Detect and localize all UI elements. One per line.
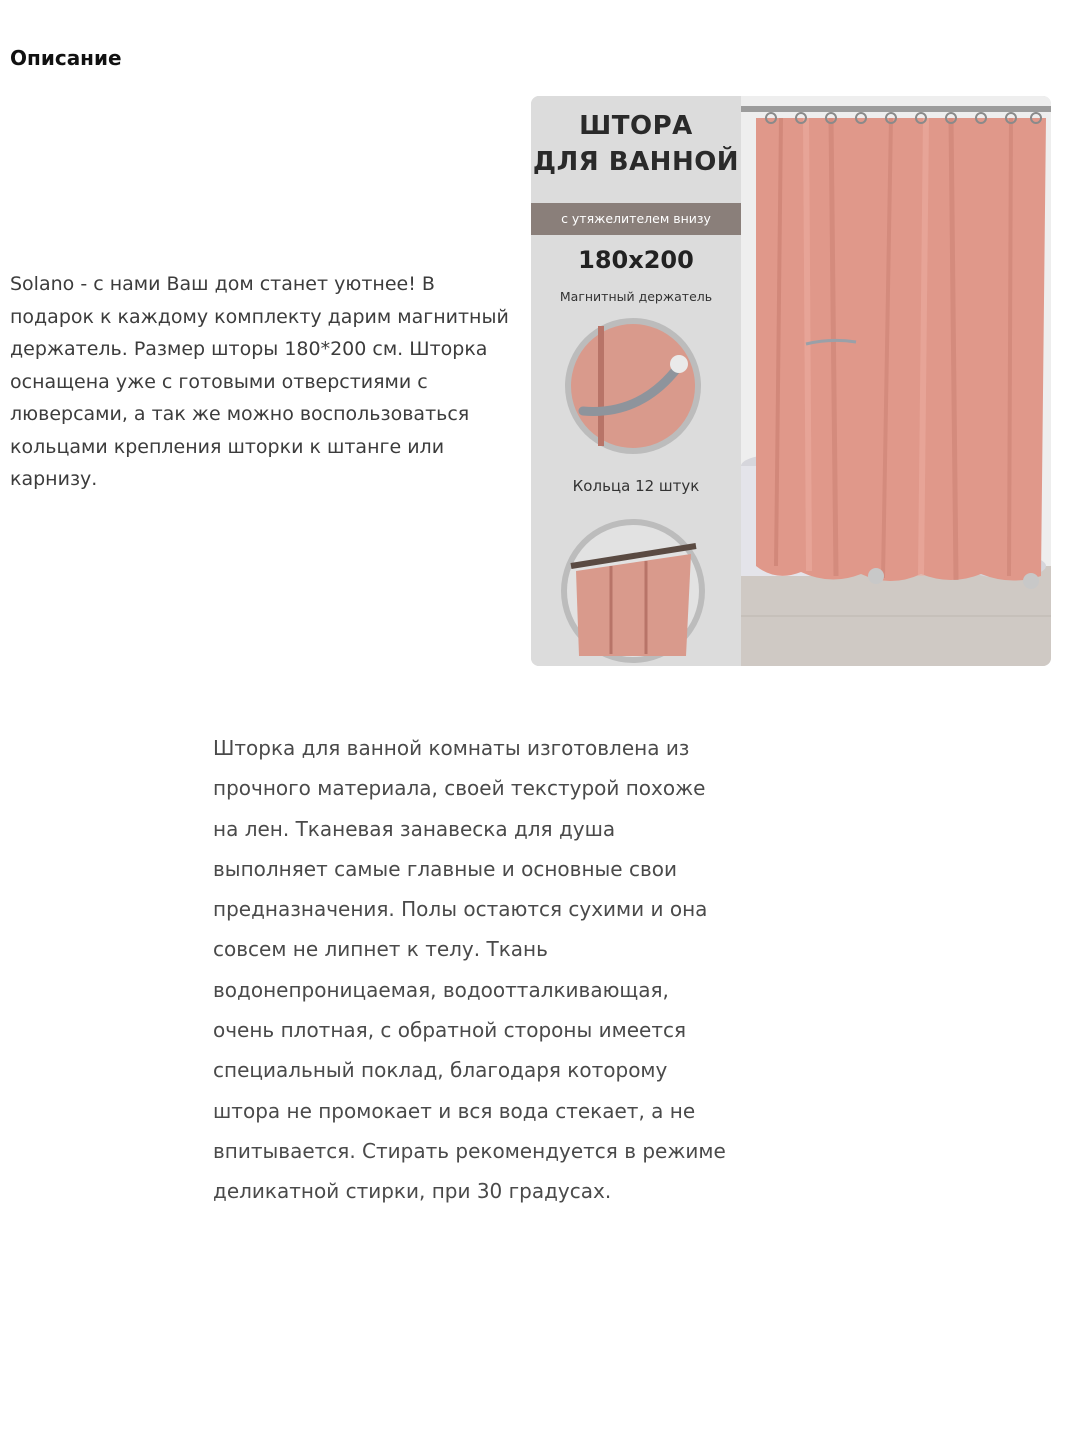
details-line: предназначения. Полы остаются сухими и она bbox=[213, 897, 708, 922]
details-description bbox=[213, 728, 738, 1212]
description-heading: Описание bbox=[10, 46, 122, 70]
details-line: совсем не липнет к телу. Ткань bbox=[213, 937, 548, 962]
details-line: впитывается. Стирать рекомендуется в режиме bbox=[213, 1138, 726, 1163]
intro-description: Solano - с нами Ваш дом станет уютнее! В подарок к каждому комплекту дарим магнитный держатель. Размер шторы 180*200 см. Шторка оснащена уже с готовыми отверстиями с люверсами, а так же можно воспользоваться кольцами крепления шторки к штанге или карнизу. bbox=[10, 273, 509, 490]
details-line: специальный поклад, благодаря которому bbox=[213, 1058, 668, 1083]
details-line: выполняет самые главные и основные свои bbox=[213, 856, 677, 881]
details-line: водонепроницаемая, водоотталкивающая, bbox=[213, 977, 669, 1002]
product-image-title: ШТОРА ДЛЯ ВАННОЙ bbox=[532, 111, 740, 177]
details-line: Шторка для ванной комнаты изготовлена из bbox=[213, 736, 690, 760]
details-line: штора не промокает и вся вода стекает, а не bbox=[213, 1098, 696, 1123]
details-line: прочного материала, своей текстурой похоже bbox=[213, 776, 706, 801]
details-line: на лен. Тканевая занавеска для душа bbox=[213, 816, 616, 841]
product-image-band: с утяжелителем внизу bbox=[531, 203, 741, 235]
curtain-photo bbox=[531, 96, 1051, 666]
product-image-rings-label: Кольца 12 штук bbox=[572, 477, 700, 495]
product-image-magnet-label: Магнитный держатель bbox=[559, 289, 713, 304]
details-line: очень плотная, с обратной стороны имеется bbox=[213, 1018, 687, 1043]
details-line: деликатной стирки, при 30 градусах. bbox=[213, 1179, 612, 1204]
product-image-size: 180x200 bbox=[578, 246, 694, 274]
product-image bbox=[531, 96, 1051, 666]
